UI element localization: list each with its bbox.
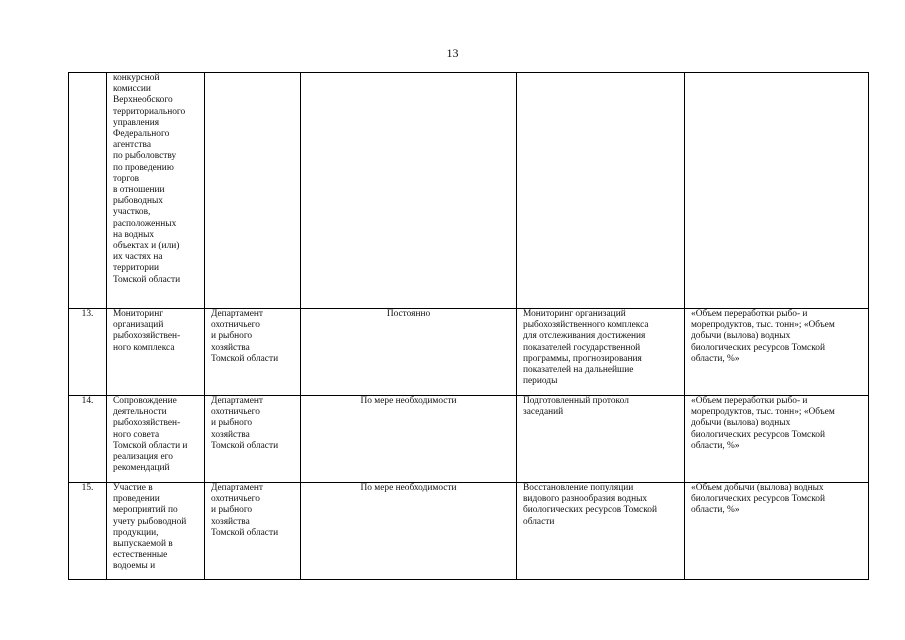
cell-line: на водных — [113, 229, 155, 240]
cell-line: области, %» — [691, 353, 740, 364]
cell-line: организаций — [113, 320, 164, 331]
row-number: 13. — [81, 309, 94, 319]
page-number: 13 — [446, 46, 459, 60]
row-number: 14. — [81, 396, 94, 406]
cell-event — [107, 483, 205, 580]
cell-executor — [205, 73, 301, 309]
cell-line: охотничьего — [211, 407, 260, 418]
cell-line: в отношении — [113, 185, 165, 196]
cell-line: Томской области — [113, 274, 181, 285]
row-number: 15. — [81, 483, 94, 493]
cell-line: «Объем переработки рыбо- и — [691, 309, 808, 319]
cell-line: Верхнеобского — [113, 95, 173, 106]
cell-number — [69, 309, 107, 396]
cell-line: «Объем переработки рыбо- и — [691, 396, 808, 406]
cell-line: Томской области — [211, 527, 279, 538]
cell-line: естественные — [113, 550, 168, 561]
cell-line: рекомендаций — [113, 463, 170, 474]
cell-line: заседаний — [523, 407, 564, 418]
cell-result — [517, 396, 685, 483]
cell-line: для отслеживания достижения — [523, 331, 646, 342]
cell-line: объектах и (или) — [113, 241, 180, 252]
cell-line: мероприятий по — [113, 505, 178, 516]
cell-line: Мониторинг организаций — [523, 309, 626, 319]
cell-line: биологических ресурсов Томской — [523, 505, 657, 516]
cell-line: По мере необходимости — [360, 483, 457, 493]
table-row — [69, 73, 869, 309]
cell-line: морепродуктов, тыс. тонн»; «Объем — [691, 320, 835, 331]
cell-line: участков, — [113, 207, 151, 218]
cell-deadline — [301, 73, 517, 309]
cell-line: Томской области — [211, 353, 279, 364]
cell-line: и рыбного — [211, 505, 253, 516]
cell-line: рыбохозяйствен- — [113, 418, 181, 429]
cell-deadline — [301, 309, 517, 396]
cell-line: области — [523, 516, 555, 527]
cell-line: территориального — [113, 106, 186, 117]
cell-result — [517, 73, 685, 309]
cell-line: Департамент — [211, 309, 263, 319]
cell-line: ного совета — [113, 429, 160, 440]
cell-executor — [205, 396, 301, 483]
cell-line: расположенных — [113, 218, 177, 229]
cell-line: Томской области и — [113, 440, 188, 451]
cell-line: показателей на дальнейшие — [523, 365, 634, 376]
cell-result — [517, 483, 685, 580]
cell-line: учету рыбоводной — [113, 516, 187, 527]
cell-event — [107, 396, 205, 483]
cell-number — [69, 396, 107, 483]
cell-line: Восстановление популяции — [523, 483, 634, 493]
cell-line: охотничьего — [211, 494, 260, 505]
cell-line: охотничьего — [211, 320, 260, 331]
cell-line: комиссии — [113, 84, 151, 95]
cell-line: их частях на — [113, 252, 163, 263]
cell-line: области, %» — [691, 505, 740, 516]
cell-line: проведении — [113, 494, 160, 505]
cell-line: по проведению — [113, 162, 174, 173]
cell-number — [69, 483, 107, 580]
cell-executor — [205, 309, 301, 396]
cell-line: хозяйства — [211, 516, 250, 527]
cell-line: программы, прогнозирования — [523, 353, 642, 364]
cell-line: рыбохозяйственного комплекса — [523, 320, 649, 331]
cell-line: периоды — [523, 376, 558, 387]
cell-deadline — [301, 483, 517, 580]
cell-line: Подготовленный протокол — [523, 396, 629, 406]
cell-line: Департамент — [211, 396, 263, 406]
cell-line: рыбохозяйствен- — [113, 331, 181, 342]
cell-line: Департамент — [211, 483, 263, 493]
cell-event — [107, 309, 205, 396]
cell-indicator — [685, 483, 869, 580]
cell-line: Томской области — [211, 440, 279, 451]
cell-line: и рыбного — [211, 331, 253, 342]
cell-line: реализация его — [113, 452, 173, 463]
cell-line: видового разнообразия водных — [523, 494, 648, 505]
table-row — [69, 483, 869, 580]
cell-line: агентства — [113, 140, 151, 151]
cell-indicator — [685, 396, 869, 483]
cell-line: Сопровождение — [113, 396, 177, 406]
cell-result — [517, 309, 685, 396]
cell-executor — [205, 483, 301, 580]
cell-line: хозяйства — [211, 429, 250, 440]
cell-line: хозяйства — [211, 342, 250, 353]
table-row — [69, 309, 869, 396]
measures-table — [68, 72, 869, 580]
cell-line: добычи (вылова) водных — [691, 418, 791, 429]
cell-indicator — [685, 309, 869, 396]
cell-line: и рыбного — [211, 418, 253, 429]
cell-deadline — [301, 396, 517, 483]
cell-line: водоемы и — [113, 561, 156, 572]
cell-line: рыбоводных — [113, 196, 163, 207]
cell-line: по рыболовству — [113, 151, 177, 162]
cell-line: Федерального — [113, 129, 170, 140]
cell-line: управления — [113, 117, 160, 128]
cell-line: выпускаемой в — [113, 539, 173, 550]
cell-line: торгов — [113, 173, 140, 184]
cell-line: По мере необходимости — [360, 396, 457, 406]
cell-indicator — [685, 73, 869, 309]
cell-number — [69, 73, 107, 309]
cell-line: ного комплекса — [113, 342, 175, 353]
cell-line: территории — [113, 263, 160, 274]
cell-line: конкурсной — [113, 73, 160, 83]
cell-line: Постоянно — [386, 309, 431, 319]
cell-line: морепродуктов, тыс. тонн»; «Объем — [691, 407, 835, 418]
cell-line: области, %» — [691, 440, 740, 451]
cell-line: биологических ресурсов Томской — [691, 342, 825, 353]
cell-line: биологических ресурсов Томской — [691, 429, 825, 440]
table-row — [69, 396, 869, 483]
cell-line: биологических ресурсов Томской — [691, 494, 825, 505]
cell-line: добычи (вылова) водных — [691, 331, 791, 342]
cell-event — [107, 73, 205, 309]
cell-line: продукции, — [113, 527, 159, 538]
cell-line: деятельности — [113, 407, 167, 418]
cell-line: Мониторинг — [113, 309, 164, 319]
cell-line: «Объем добычи (вылова) водных — [691, 483, 824, 493]
cell-line: Участие в — [113, 483, 153, 493]
cell-line: показателей государственной — [523, 342, 641, 353]
